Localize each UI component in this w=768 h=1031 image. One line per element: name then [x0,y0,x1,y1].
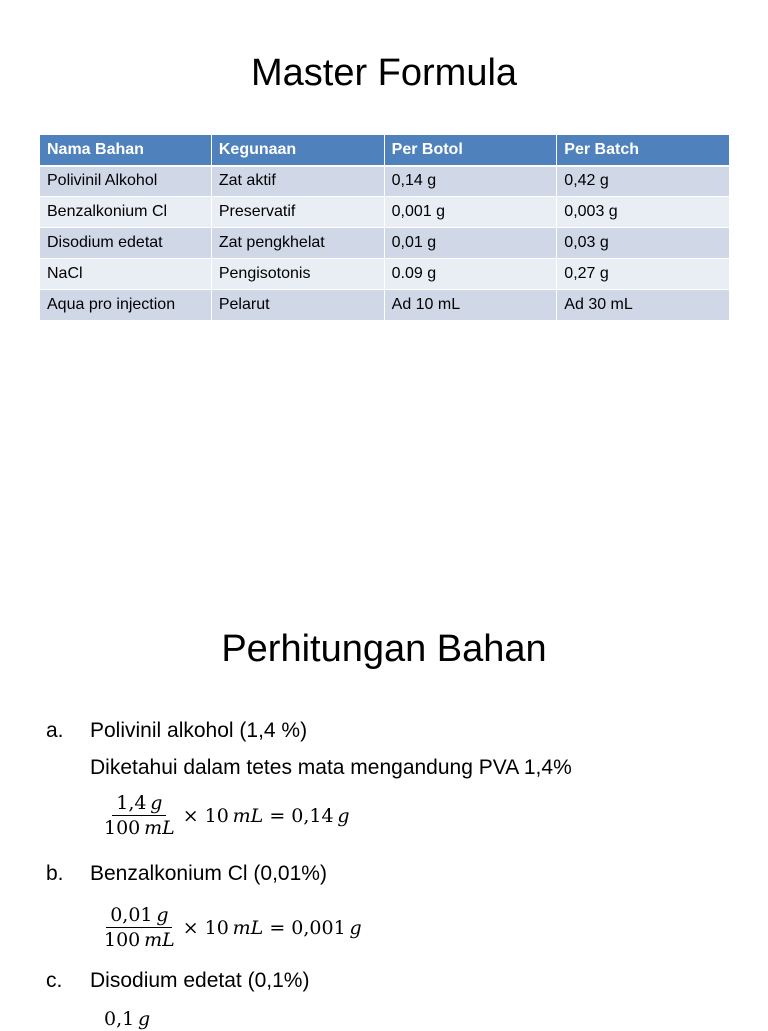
item-letter: a. [46,719,64,742]
cell-kegunaan: Zat pengkhelat [211,228,384,259]
cell-kegunaan: Pelarut [211,290,384,321]
cell-per-batch: 0,03 g [557,228,730,259]
cell-kegunaan: Zat aktif [211,166,384,197]
fraction-numerator: 0,01 g [106,904,172,928]
item-letter: c. [46,969,63,992]
header-kegunaan: Kegunaan [211,135,384,166]
fraction-numerator: 0,1 g [104,1008,151,1030]
master-formula-table [39,134,730,321]
master-formula-title: Master Formula [250,52,518,94]
cell-nama-bahan: Benzalkonium Cl [40,197,212,228]
cell-nama-bahan: Aqua pro injection [40,290,212,321]
fraction [100,792,179,839]
cell-per-batch: 0,27 g [557,259,730,290]
formula-rest: × 10 mL = 0,14 g [182,804,350,827]
cell-kegunaan: Preservatif [211,197,384,228]
perhitungan-bahan-title: Perhitungan Bahan [221,628,547,670]
cell-per-batch: 0,42 g [557,166,730,197]
item-label: Disodium edetat (0,1%) [90,969,310,992]
item-letter: b. [46,862,64,885]
table-row [40,290,730,321]
fraction [100,1008,154,1031]
fraction-denominator: 100 mL [104,817,175,839]
cell-per-botol: Ad 10 mL [384,290,557,321]
formula-a [100,792,350,839]
cell-per-botol: 0,001 g [384,197,557,228]
item-note: Diketahui dalam tetes mata mengandung PVA 1,4% [90,756,572,779]
cell-per-batch: Ad 30 mL [557,290,730,321]
cell-per-botol: 0,01 g [384,228,557,259]
fraction-numerator: 1,4 g [112,792,166,816]
formula-rest: × 10 mL = 0,001 g [182,916,362,939]
table-row [40,259,730,290]
table-row [40,197,730,228]
formula-c [100,1008,154,1031]
cell-per-batch: 0,003 g [557,197,730,228]
formula-b [100,904,362,951]
fraction-denominator: 100 mL [104,929,175,951]
item-label: Polivinil alkohol (1,4 %) [90,719,308,742]
header-per-botol: Per Botol [384,135,557,166]
header-nama-bahan: Nama Bahan [40,135,212,166]
cell-nama-bahan: Disodium edetat [40,228,212,259]
table-row [40,228,730,259]
table-header-row [40,135,730,166]
cell-nama-bahan: NaCl [40,259,212,290]
fraction [100,904,179,951]
header-per-batch: Per Batch [557,135,730,166]
cell-per-botol: 0,14 g [384,166,557,197]
table-row [40,166,730,197]
cell-nama-bahan: Polivinil Alkohol [40,166,212,197]
cell-per-botol: 0.09 g [384,259,557,290]
cell-kegunaan: Pengisotonis [211,259,384,290]
item-label: Benzalkonium Cl (0,01%) [90,862,327,885]
